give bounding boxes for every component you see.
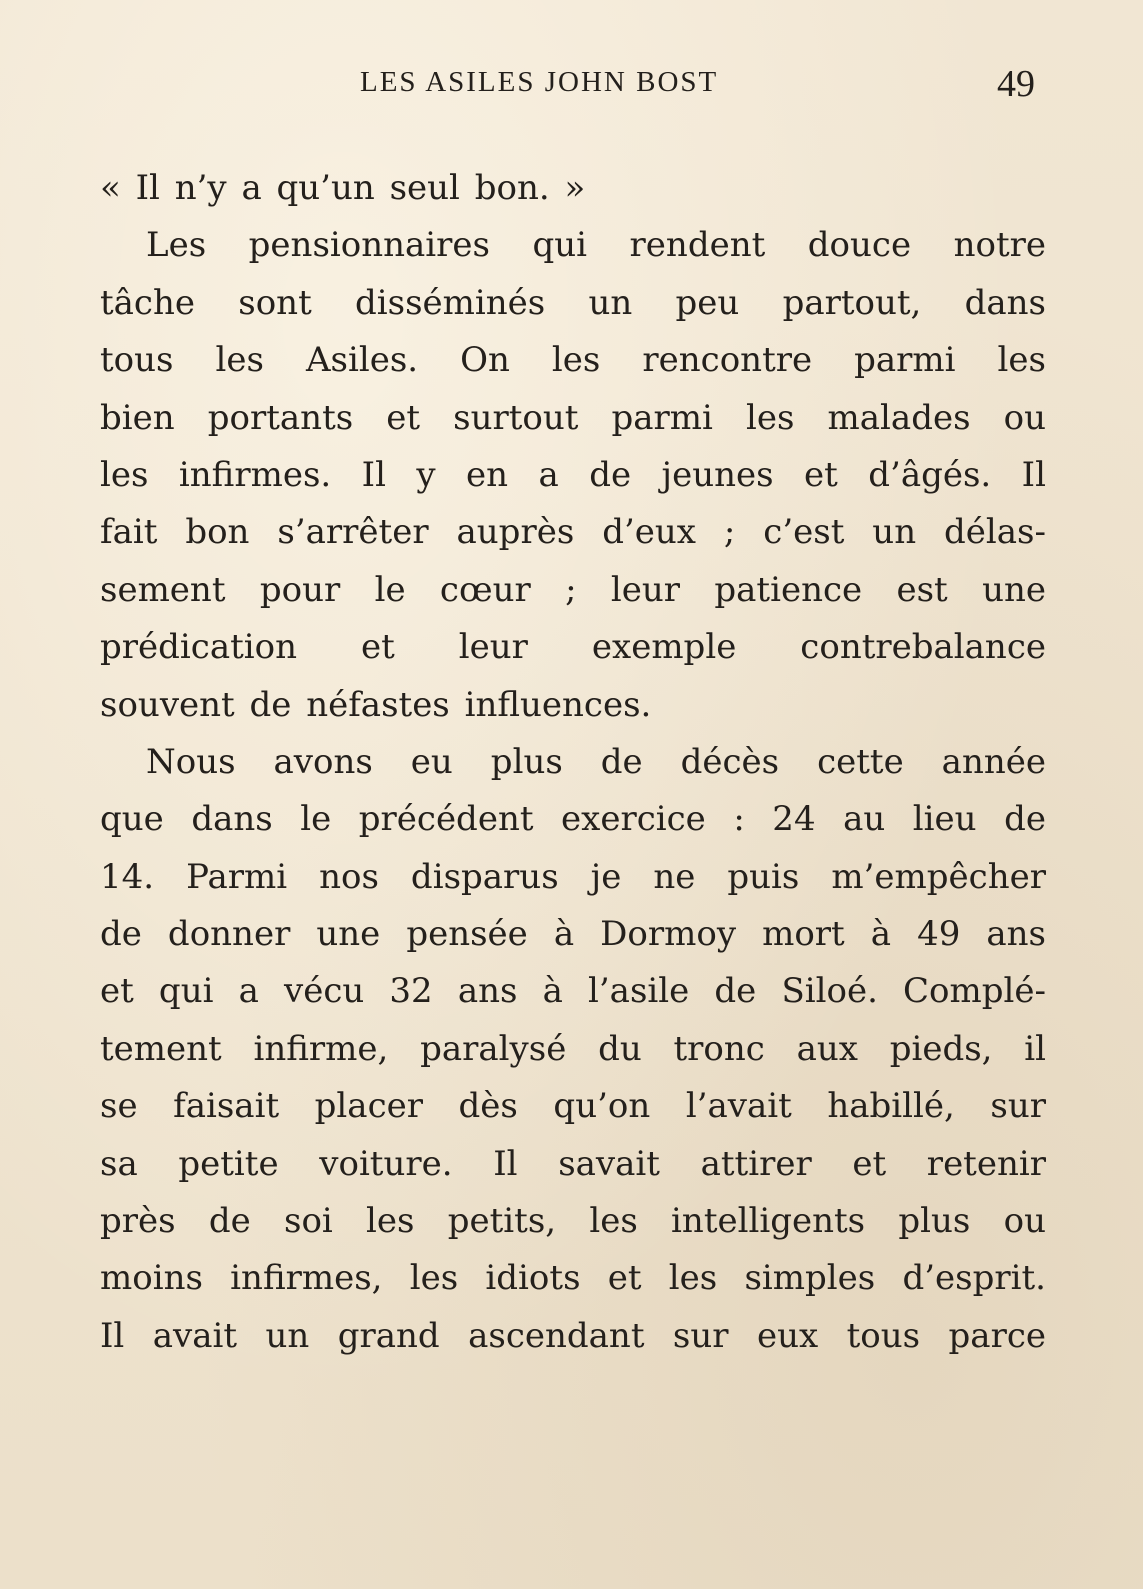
text-line: souvent de néfastes influences. [100, 684, 652, 725]
text-line: prédication et leur exemple contrebalance [100, 627, 1046, 668]
text-line: Il avait un grand ascendant sur eux tous parce [100, 1315, 1046, 1356]
text-line: que dans le précédent exercice : 24 au lieu de [100, 799, 1046, 840]
text-line: tous les Asiles. On les rencontre parmi les [100, 340, 1046, 381]
text-line: sa petite voiture. Il savait attirer et retenir [100, 1143, 1046, 1184]
text-line: moins infirmes, les idiots et les simples d’esprit. [100, 1258, 1046, 1299]
text-line: de donner une pensée à Dormoy mort à 49 ans [100, 914, 1046, 955]
text-line: et qui a vécu 32 ans à l’asile de Siloé. Complé- [100, 971, 1046, 1012]
text-line: se faisait placer dès qu’on l’avait habillé, sur [100, 1086, 1046, 1127]
page-number: 49 [997, 63, 1035, 105]
running-head [0, 62, 1143, 105]
text-line: tâche sont disséminés un peu partout, dans [100, 282, 1046, 323]
running-title: LES ASILES JOHN BOST [360, 66, 719, 98]
text-line: près de soi les petits, les intelligents plus ou [100, 1201, 1046, 1242]
text-line: sement pour le cœur ; leur patience est une [100, 569, 1046, 610]
text-line: Les pensionnaires qui rendent douce notre [146, 225, 1046, 266]
text-line: bien portants et surtout parmi les malades ou [100, 397, 1046, 438]
text-line: tement infirme, paralysé du tronc aux pieds, il [100, 1028, 1046, 1069]
text-line: fait bon s’arrêter auprès d’eux ; c’est un délas- [100, 512, 1046, 553]
text-line: 14. Parmi nos disparus je ne puis m’empêcher [100, 856, 1046, 897]
text-line: « Il n’y a qu’un seul bon. » [100, 168, 586, 208]
body-text [100, 160, 1046, 1365]
text-line: les infirmes. Il y en a de jeunes et d’âgés. Il [100, 454, 1046, 495]
text-line: Nous avons eu plus de décès cette année [146, 741, 1046, 782]
